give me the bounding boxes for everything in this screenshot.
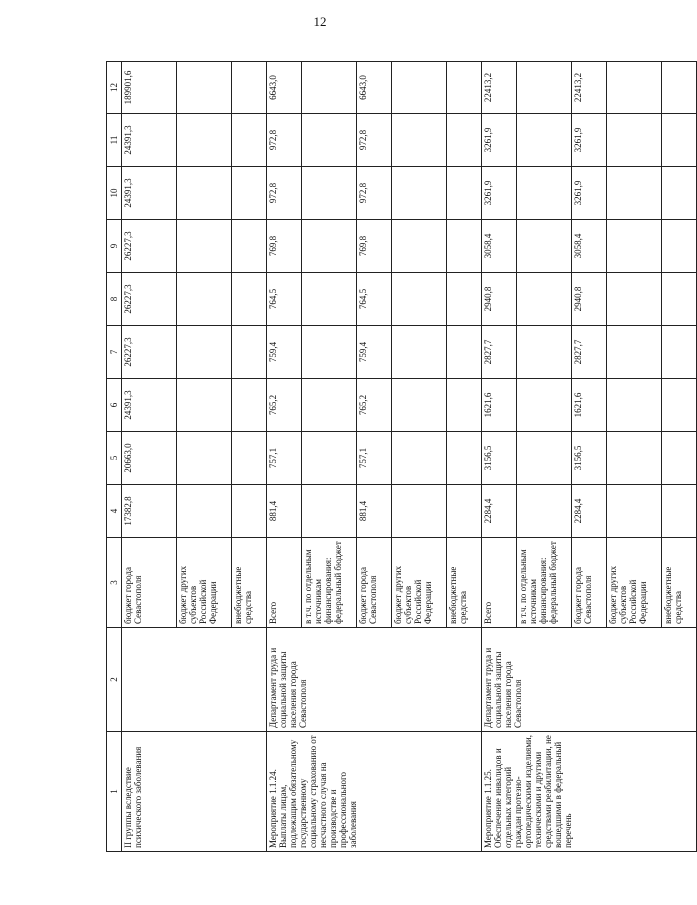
value-cell xyxy=(392,379,447,432)
value-cell: 24391,3 xyxy=(122,167,177,220)
value-cell xyxy=(607,114,662,167)
value-cell xyxy=(392,273,447,326)
value-cell: 3261,9 xyxy=(572,114,607,167)
value-cell: 6643,0 xyxy=(267,62,302,114)
value-cell: 1621,6 xyxy=(482,379,517,432)
value-cell xyxy=(177,220,232,273)
value-cell: 2827,7 xyxy=(572,326,607,379)
value-cell xyxy=(662,326,697,379)
value-cell xyxy=(517,432,572,485)
source-cell: Всего xyxy=(267,538,302,628)
measure-cell: Мероприятие 1.1.24. Выплаты лицам, подлежащим обязательному государственному социальному страхованию от несчастного случая на производстве и профессионального заболевания xyxy=(267,732,482,852)
value-cell xyxy=(607,220,662,273)
value-cell xyxy=(302,326,357,379)
value-cell: 764,5 xyxy=(267,273,302,326)
value-cell: 759,4 xyxy=(267,326,302,379)
value-cell: 2940,8 xyxy=(572,273,607,326)
value-cell: 2284,4 xyxy=(482,485,517,538)
value-cell xyxy=(447,432,482,485)
value-cell xyxy=(517,62,572,114)
value-cell xyxy=(302,62,357,114)
value-cell: 2284,4 xyxy=(572,485,607,538)
value-cell xyxy=(177,62,232,114)
measure-cell: II группы вследствие психического заболевания xyxy=(122,732,267,852)
value-cell xyxy=(447,167,482,220)
value-cell xyxy=(392,326,447,379)
rotated-table-sheet xyxy=(106,62,683,852)
value-cell: 26227,3 xyxy=(122,220,177,273)
value-cell: 24391,3 xyxy=(122,379,177,432)
value-cell xyxy=(447,220,482,273)
value-cell: 765,2 xyxy=(267,379,302,432)
value-cell xyxy=(392,114,447,167)
value-cell xyxy=(447,114,482,167)
value-cell xyxy=(517,485,572,538)
value-cell: 22413,2 xyxy=(572,62,607,114)
value-cell xyxy=(232,326,267,379)
value-cell: 765,2 xyxy=(357,379,392,432)
value-cell: 881,4 xyxy=(357,485,392,538)
header-row xyxy=(107,62,122,852)
value-cell xyxy=(517,273,572,326)
executor-cell: Департамент труда и социальной защиты населения города Севастополя xyxy=(482,628,697,732)
value-cell xyxy=(607,379,662,432)
source-cell: Всего xyxy=(482,538,517,628)
value-cell: 189901,6 xyxy=(122,62,177,114)
value-cell xyxy=(517,326,572,379)
source-cell: бюджет города Севастополя xyxy=(122,538,177,628)
value-cell xyxy=(607,326,662,379)
value-cell xyxy=(447,379,482,432)
value-cell xyxy=(447,273,482,326)
measure-cell: Мероприятие 1.1.25. Обеспечение инвалидов и отдельных категорий граждан протезно-ортопедическими изделиями, техническими и другими средствами реабилитации, не вошедшими в федеральный перечень xyxy=(482,732,697,852)
value-cell xyxy=(662,62,697,114)
value-cell xyxy=(517,220,572,273)
value-cell xyxy=(662,114,697,167)
financing-table xyxy=(106,61,697,852)
value-cell xyxy=(392,167,447,220)
value-cell xyxy=(607,62,662,114)
value-cell xyxy=(177,432,232,485)
value-cell xyxy=(232,379,267,432)
source-cell: внебюджетные средства xyxy=(232,538,267,628)
value-cell xyxy=(447,485,482,538)
value-cell xyxy=(232,62,267,114)
value-cell: 757,1 xyxy=(267,432,302,485)
value-cell xyxy=(177,167,232,220)
value-cell xyxy=(392,62,447,114)
page-number: 12 xyxy=(313,14,327,29)
value-cell xyxy=(607,273,662,326)
value-cell xyxy=(392,485,447,538)
table-row xyxy=(267,62,302,852)
col-header-9: 9 xyxy=(107,220,122,273)
executor-cell: Департамент труда и социальной защиты населения города Севастополя xyxy=(267,628,482,732)
value-cell: 769,8 xyxy=(267,220,302,273)
value-cell xyxy=(302,485,357,538)
value-cell: 972,8 xyxy=(267,167,302,220)
col-header-3: 3 xyxy=(107,538,122,628)
value-cell xyxy=(177,114,232,167)
col-header-7: 7 xyxy=(107,326,122,379)
value-cell: 3058,4 xyxy=(482,220,517,273)
value-cell xyxy=(232,485,267,538)
value-cell xyxy=(517,114,572,167)
value-cell xyxy=(232,220,267,273)
value-cell xyxy=(607,485,662,538)
source-cell: бюджет других субъектов Российской Федерации xyxy=(607,538,662,628)
value-cell xyxy=(302,432,357,485)
value-cell xyxy=(662,432,697,485)
value-cell: 24391,3 xyxy=(122,114,177,167)
value-cell xyxy=(662,485,697,538)
value-cell: 2827,7 xyxy=(482,326,517,379)
source-cell: бюджет других субъектов Российской Федерации xyxy=(392,538,447,628)
value-cell xyxy=(177,273,232,326)
value-cell xyxy=(232,167,267,220)
value-cell xyxy=(302,273,357,326)
source-cell: внебюджетные средства xyxy=(662,538,697,628)
value-cell xyxy=(232,114,267,167)
source-cell: в т.ч. по отдельным источникам финансирования: федеральный бюджет xyxy=(517,538,572,628)
value-cell xyxy=(177,485,232,538)
value-cell: 6643,0 xyxy=(357,62,392,114)
value-cell: 2940,8 xyxy=(482,273,517,326)
value-cell xyxy=(302,167,357,220)
value-cell: 972,8 xyxy=(267,114,302,167)
value-cell xyxy=(607,167,662,220)
value-cell: 1621,6 xyxy=(572,379,607,432)
value-cell: 3058,4 xyxy=(572,220,607,273)
value-cell xyxy=(302,220,357,273)
table-body xyxy=(107,62,697,852)
value-cell xyxy=(177,326,232,379)
value-cell xyxy=(662,167,697,220)
source-cell: в т.ч. по отдельным источникам финансирования: федеральный бюджет xyxy=(302,538,357,628)
value-cell xyxy=(517,379,572,432)
value-cell xyxy=(607,432,662,485)
col-header-11: 11 xyxy=(107,114,122,167)
value-cell xyxy=(392,432,447,485)
value-cell xyxy=(302,379,357,432)
value-cell: 3156,5 xyxy=(572,432,607,485)
source-cell: внебюджетные средства xyxy=(447,538,482,628)
value-cell xyxy=(662,273,697,326)
col-header-10: 10 xyxy=(107,167,122,220)
col-header-12: 12 xyxy=(107,62,122,114)
executor-cell xyxy=(122,628,267,732)
value-cell xyxy=(302,114,357,167)
value-cell xyxy=(662,220,697,273)
value-cell xyxy=(447,326,482,379)
col-header-8: 8 xyxy=(107,273,122,326)
value-cell xyxy=(517,167,572,220)
value-cell xyxy=(177,379,232,432)
value-cell: 26227,3 xyxy=(122,326,177,379)
value-cell: 769,8 xyxy=(357,220,392,273)
value-cell: 757,1 xyxy=(357,432,392,485)
col-header-4: 4 xyxy=(107,485,122,538)
source-cell: бюджет других субъектов Российской Федерации xyxy=(177,538,232,628)
value-cell: 22413,2 xyxy=(482,62,517,114)
value-cell: 881,4 xyxy=(267,485,302,538)
value-cell xyxy=(232,273,267,326)
source-cell: бюджет города Севастополя xyxy=(572,538,607,628)
value-cell: 759,4 xyxy=(357,326,392,379)
value-cell: 26227,3 xyxy=(122,273,177,326)
value-cell: 3261,9 xyxy=(482,114,517,167)
value-cell xyxy=(662,379,697,432)
col-header-1: 1 xyxy=(107,732,122,852)
value-cell: 17382,8 xyxy=(122,485,177,538)
value-cell: 3261,9 xyxy=(572,167,607,220)
table-row xyxy=(122,62,177,852)
col-header-2: 2 xyxy=(107,628,122,732)
value-cell xyxy=(232,432,267,485)
col-header-5: 5 xyxy=(107,432,122,485)
table-row xyxy=(482,62,517,852)
value-cell xyxy=(392,220,447,273)
value-cell: 764,5 xyxy=(357,273,392,326)
value-cell xyxy=(447,62,482,114)
value-cell: 972,8 xyxy=(357,114,392,167)
col-header-6: 6 xyxy=(107,379,122,432)
value-cell: 3156,5 xyxy=(482,432,517,485)
value-cell: 20663,0 xyxy=(122,432,177,485)
value-cell: 972,8 xyxy=(357,167,392,220)
value-cell: 3261,9 xyxy=(482,167,517,220)
source-cell: бюджет города Севастополя xyxy=(357,538,392,628)
